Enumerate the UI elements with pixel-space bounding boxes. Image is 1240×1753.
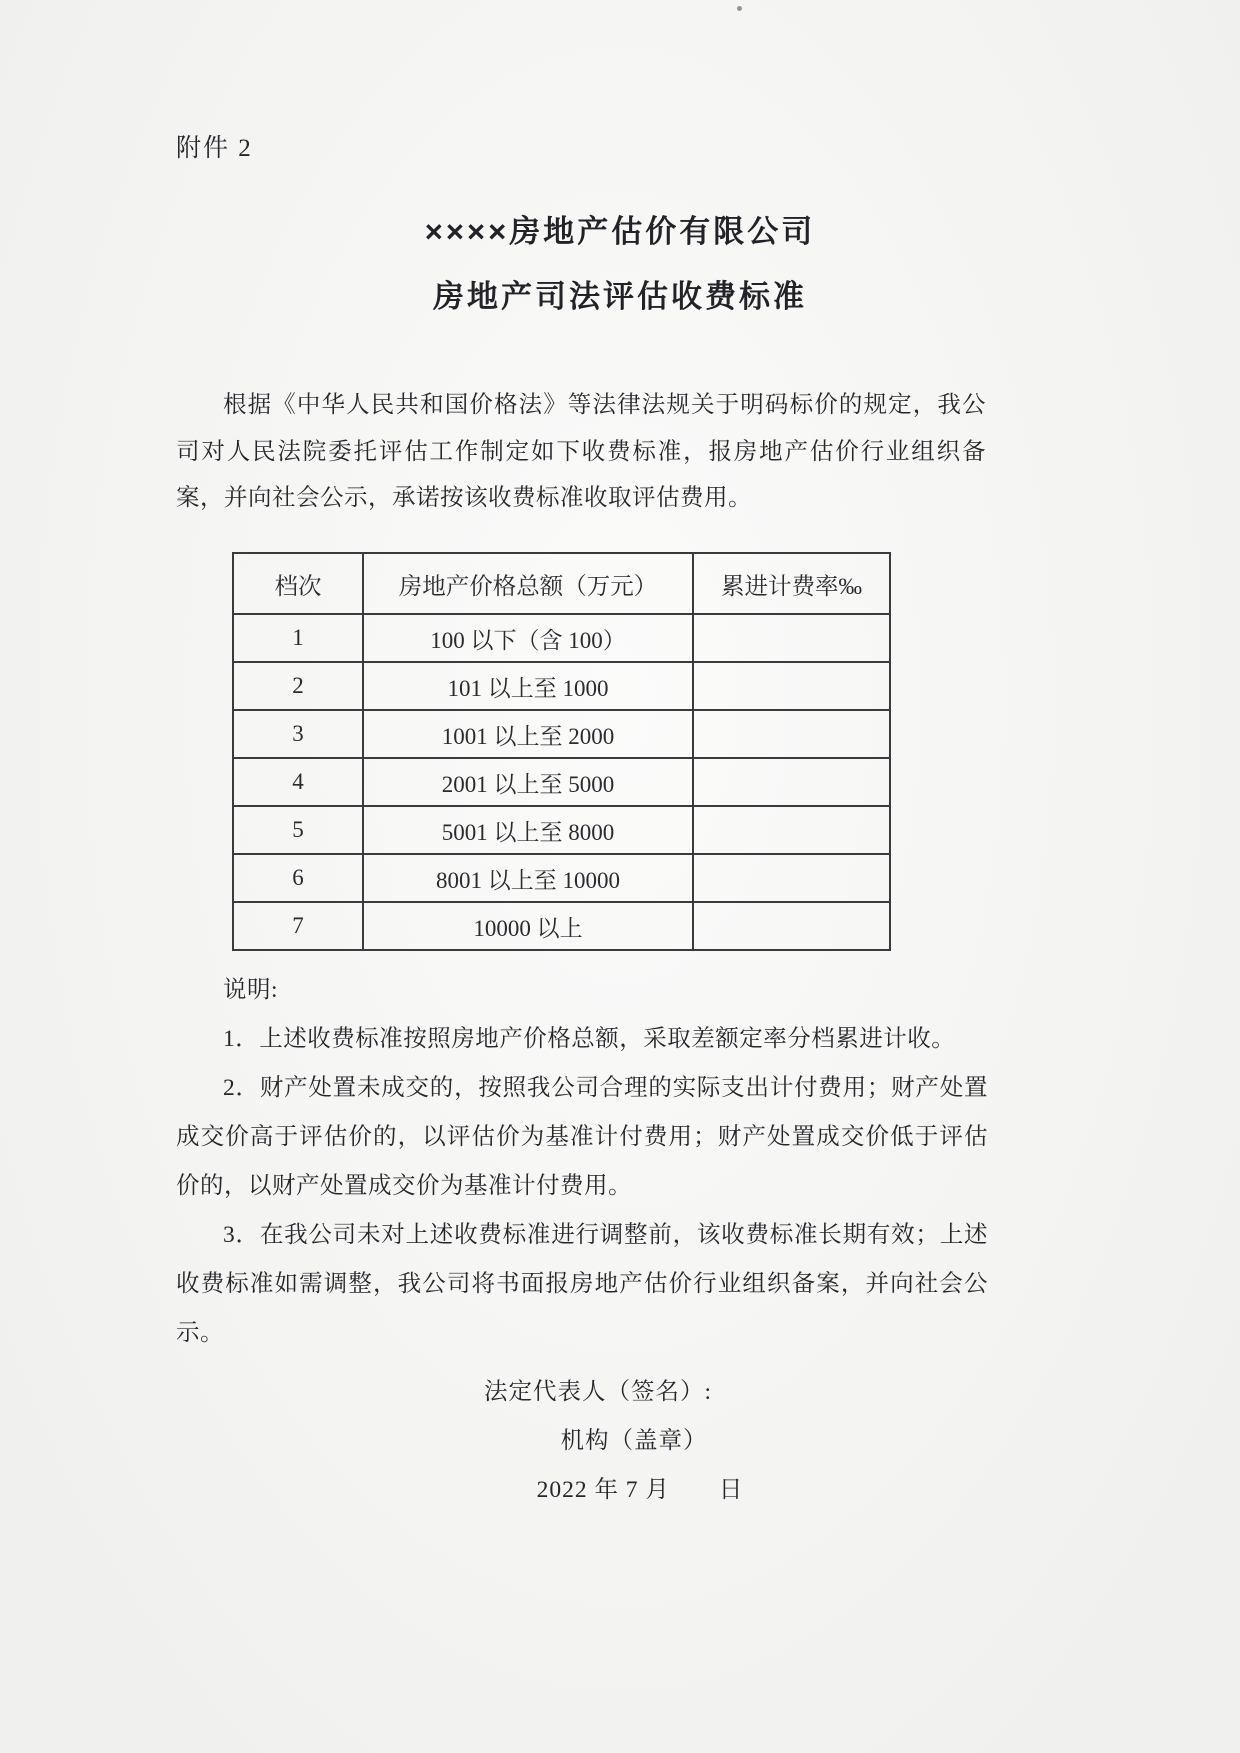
organization-seal-line: 机构（盖章） xyxy=(560,1428,708,1454)
note-item-3: 3．在我公司未对上述收费标准进行调整前，该收费标准长期有效；上述收费标准如需调整，我公司将书面报房地产估价行业组织备案，并向社会公示。 xyxy=(176,1222,988,1346)
document-subtitle: 房地产司法评估收费标准 xyxy=(433,279,807,314)
note-item-1: 1．上述收费标准按照房地产价格总额，采取差额定率分档累进计收。 xyxy=(223,1026,956,1052)
table-header-progressive-rate: 累进计费率‰ xyxy=(693,553,890,614)
grade-cell: 3 xyxy=(233,710,363,758)
price-range-cell: 100 以下（含 100） xyxy=(363,614,693,662)
table-header-price-total: 房地产价格总额（万元） xyxy=(363,553,693,614)
price-range-cell: 1001 以上至 2000 xyxy=(363,710,693,758)
intro-paragraph: 根据《中华人民共和国价格法》等法律法规关于明码标价的规定，我公司对人民法院委托评估工作制定如下收费标准，报房地产估价行业组织备案，并向社会公示，承诺按该收费标准收取评估费用。 xyxy=(176,392,986,511)
fee-standard-table xyxy=(232,552,891,951)
table-row xyxy=(233,854,890,902)
price-range-cell: 10000 以上 xyxy=(363,902,693,950)
table-header-grade: 档次 xyxy=(233,553,363,614)
grade-cell: 2 xyxy=(233,662,363,710)
note-item-2: 2．财产处置未成交的，按照我公司合理的实际支出计付费用；财产处置成交价高于评估价的，以评估价为基准计付费用；财产处置成交价低于评估价的，以财产处置成交价为基准计付费用。 xyxy=(176,1075,988,1199)
table-row xyxy=(233,806,890,854)
table-row xyxy=(233,710,890,758)
rate-cell xyxy=(693,662,890,710)
rate-cell xyxy=(693,614,890,662)
grade-cell: 5 xyxy=(233,806,363,854)
table-row xyxy=(233,902,890,950)
signature-block xyxy=(0,1368,1240,1515)
notes-section xyxy=(176,966,988,1358)
price-range-cell: 2001 以上至 5000 xyxy=(363,758,693,806)
grade-cell: 7 xyxy=(233,902,363,950)
attachment-label: 附件 2 xyxy=(176,135,253,162)
price-range-cell: 5001 以上至 8000 xyxy=(363,806,693,854)
rate-cell xyxy=(693,710,890,758)
price-range-cell: 101 以上至 1000 xyxy=(363,662,693,710)
rate-cell xyxy=(693,854,890,902)
table-row xyxy=(233,614,890,662)
scan-artifact-dot xyxy=(737,6,742,11)
rate-cell xyxy=(693,758,890,806)
rate-cell xyxy=(693,902,890,950)
grade-cell: 6 xyxy=(233,854,363,902)
rate-cell xyxy=(693,806,890,854)
notes-label: 说明: xyxy=(223,977,279,1003)
grade-cell: 1 xyxy=(233,614,363,662)
table-row xyxy=(233,758,890,806)
price-range-cell: 8001 以上至 10000 xyxy=(363,854,693,902)
table-row xyxy=(233,662,890,710)
legal-representative-line: 法定代表人（签名）: xyxy=(483,1379,713,1405)
table-header-row xyxy=(233,553,890,614)
date-line: 2022 年 7 月 日 xyxy=(536,1477,744,1503)
document-title: ××××房地产估价有限公司 xyxy=(424,214,816,249)
grade-cell: 4 xyxy=(233,758,363,806)
